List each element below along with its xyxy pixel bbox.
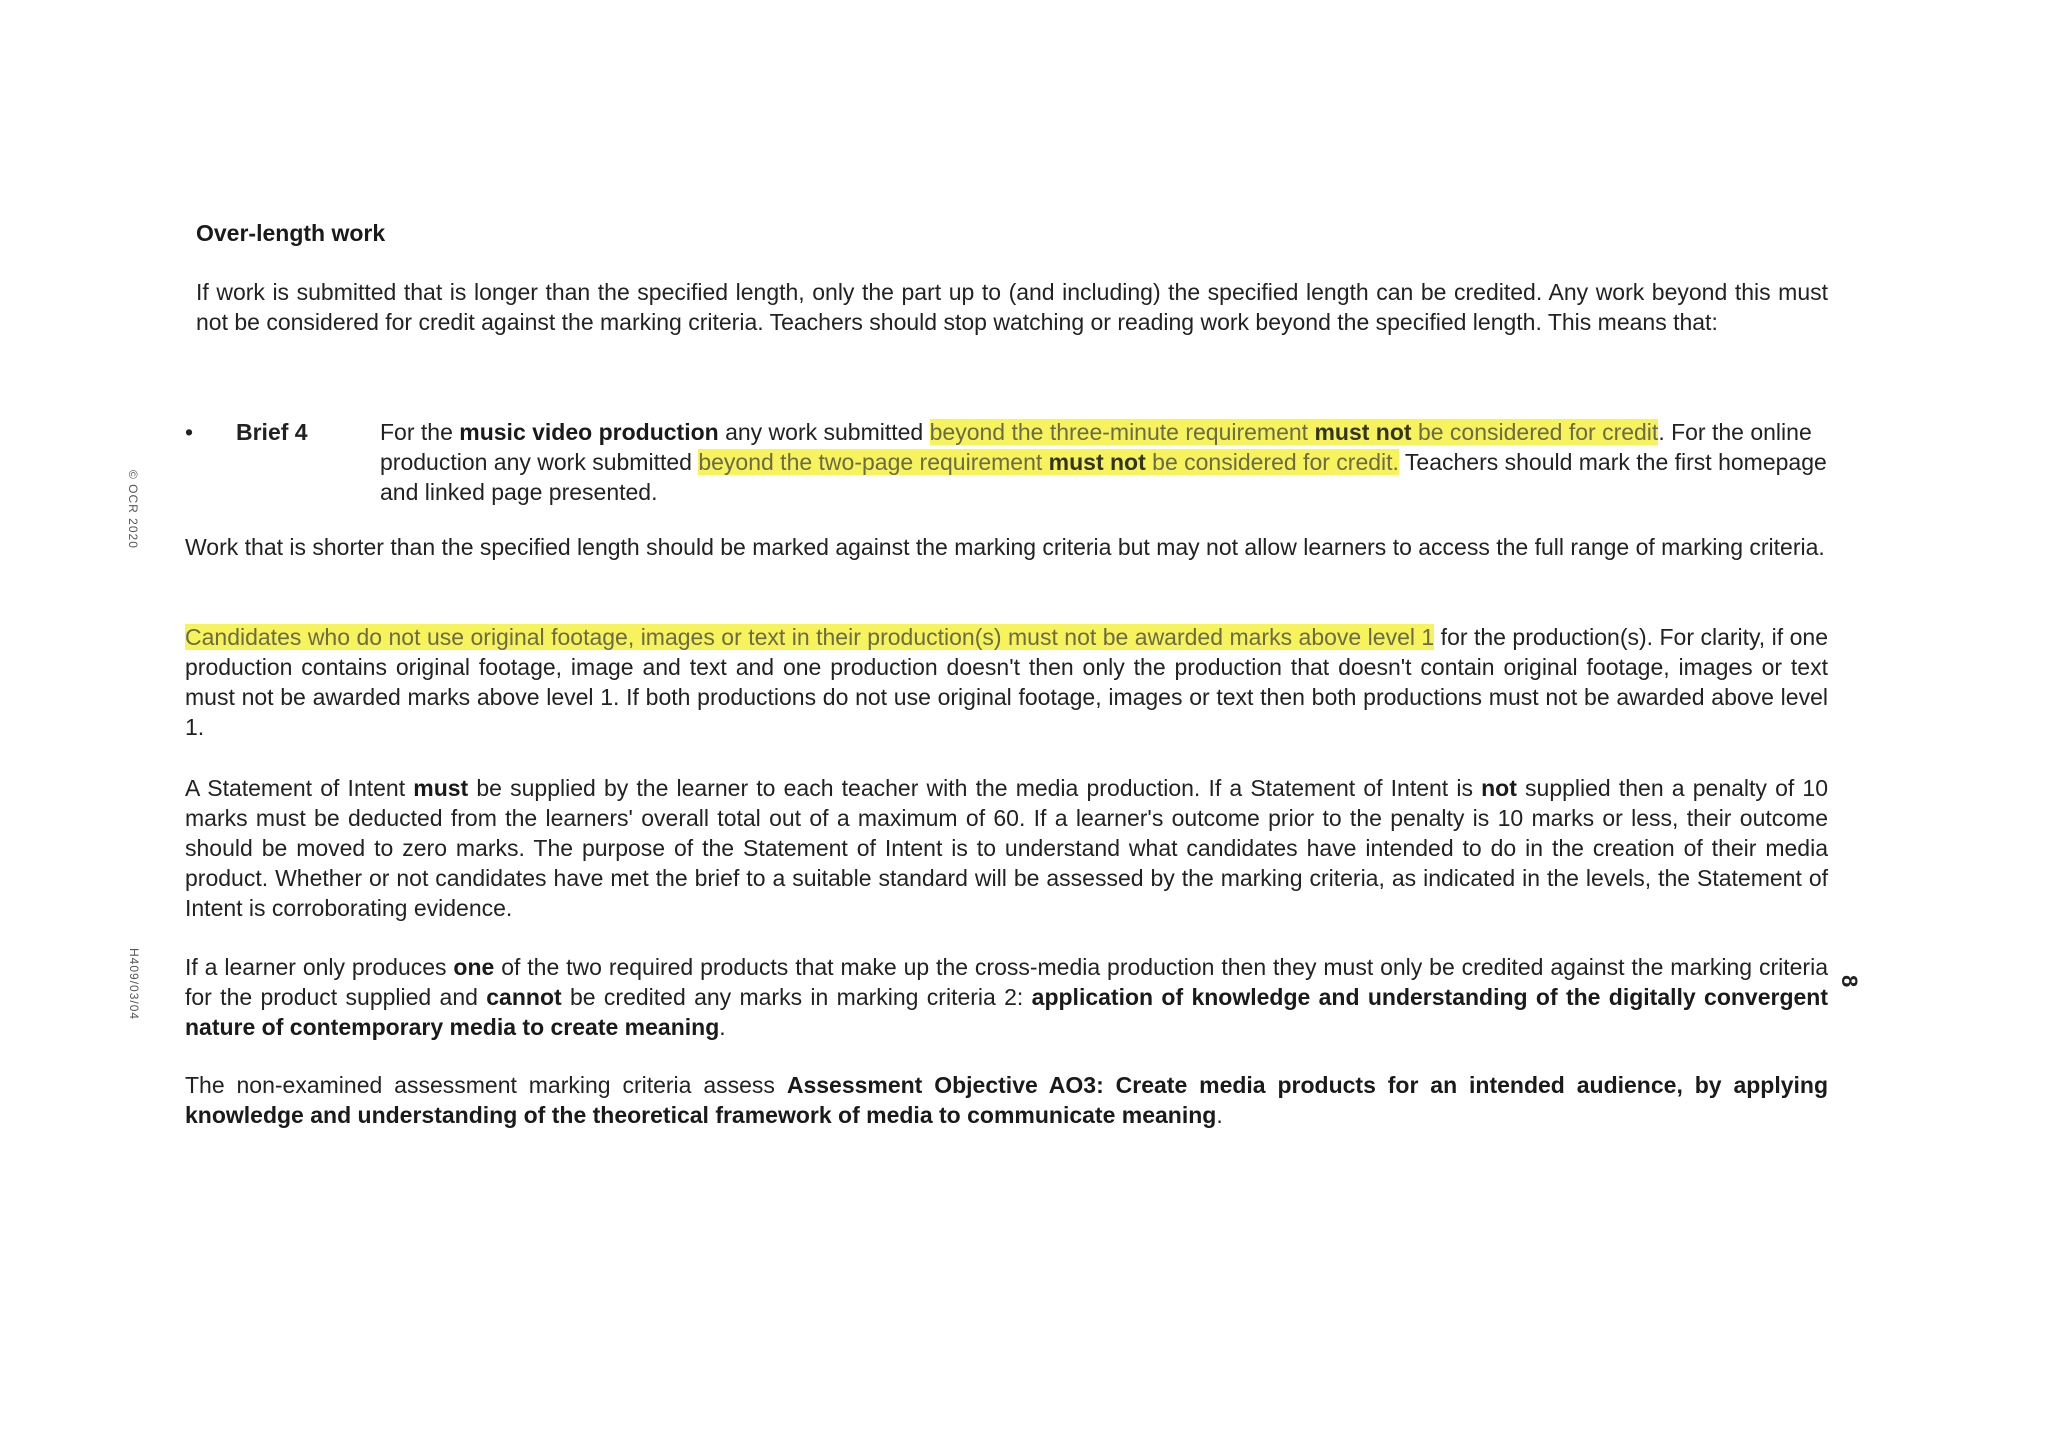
- original-footage-rest: for the production(s). For clarity, if one production contains original footage, image and text and one production doesn't then only the production that doesn't contain original footage, images or text must not be awarded marks above level 1. If both productions do not use original footage, images or text then both productions must not be awarded above level 1.: [185, 624, 1828, 740]
- ao3-objective-bold: Assessment Objective AO3: Create media products for an intended audience, by applying knowledge and understanding of the theoretical framework of media to communicate meaning: [185, 1072, 1829, 1128]
- soi-text-c: be supplied by the learner to each teacher with the media production. If a Statement of Intent is: [468, 775, 1482, 801]
- brief-text-5: Teachers should mark the first homepage and linked page presented.: [380, 449, 1827, 505]
- learner-cannot-bold: cannot: [486, 984, 562, 1010]
- highlight-1-bold: must not: [1314, 419, 1412, 445]
- brief-text-4: . For the online production any work submitted: [380, 419, 1812, 475]
- highlight-2-b: be considered for credit.: [1145, 449, 1399, 475]
- brief-4-bullet: [185, 417, 1828, 512]
- soi-text-e: supplied then a penalty of 10 marks must be deducted from the learners' overall total out of a maximum of 60. If a learner's outcome prior to the penalty is 10 marks or less, their outcome should be moved to zero marks. The purpose of the Statement of Intent is to understand what candidates have intended to do in the creation of their media product. Whether or not candidates have met the brief to a suitable standard will be assessed by the marking criteria, as indicated in the levels, the Statement of Intent is corroborating evidence.: [185, 775, 1828, 921]
- learner-text-g: .: [719, 1014, 726, 1040]
- brief-text-3: any work submitted: [718, 419, 930, 445]
- section-heading: Over-length work: [196, 220, 386, 246]
- learner-criteria-bold: application of knowledge and understanding of the digitally convergent nature of contemporary media to create meaning: [185, 984, 1828, 1040]
- learner-text-a: If a learner only produces: [185, 954, 454, 980]
- brief-label: Brief 4: [236, 419, 308, 445]
- highlight-1-b: be considered for credit: [1411, 419, 1659, 445]
- soi-must-bold: must: [413, 775, 469, 801]
- highlight-2-bold: must not: [1048, 449, 1146, 475]
- highlight-two-page: [698, 449, 1399, 475]
- learner-text-c: of the two required products that make up the cross-media production then they must only be credited against the marking criteria for the product supplied and: [185, 954, 1828, 1010]
- document-code: H409/03/04: [127, 948, 141, 1021]
- single-product-paragraph: [185, 952, 1828, 1042]
- soi-not-bold: not: [1481, 775, 1517, 801]
- soi-text-a: A Statement of Intent: [185, 775, 414, 801]
- page-number: 8: [1837, 975, 1862, 988]
- statement-of-intent-paragraph: [185, 773, 1828, 923]
- brief-4-text: [380, 417, 1828, 507]
- highlight-2-a: beyond the two-page requirement: [698, 449, 1049, 475]
- ao3-text-a: The non-examined assessment marking criteria assess: [185, 1072, 787, 1098]
- highlight-original-footage: Candidates who do not use original footage, images or text in their production(s) must not be awarded marks above level 1: [185, 624, 1435, 650]
- highlight-three-minute: [930, 419, 1659, 445]
- brief-music-video-bold: music video production: [459, 419, 719, 445]
- brief-text-1: For the: [380, 419, 460, 445]
- bullet-marker: •: [185, 419, 194, 445]
- copyright-notice: © OCR 2020: [126, 470, 140, 549]
- learner-text-e: be credited any marks in marking criteria 2:: [561, 984, 1032, 1010]
- ao3-text-c: .: [1216, 1102, 1223, 1128]
- shorter-work-paragraph: Work that is shorter than the specified length should be marked against the marking criteria but may not allow learners to access the full range of marking criteria.: [185, 534, 1825, 560]
- learner-one-bold: one: [453, 954, 495, 980]
- original-footage-paragraph: [185, 622, 1828, 742]
- highlight-1-a: beyond the three-minute requirement: [929, 419, 1315, 445]
- intro-paragraph: If work is submitted that is longer than the specified length, only the part up to (and including) the specified length can be credited. Any work beyond this must not be considered for credit against the marking criteria. Teachers should stop watching or reading work beyond the specified length. This means that:: [196, 279, 1828, 335]
- ao3-paragraph: [185, 1070, 1828, 1130]
